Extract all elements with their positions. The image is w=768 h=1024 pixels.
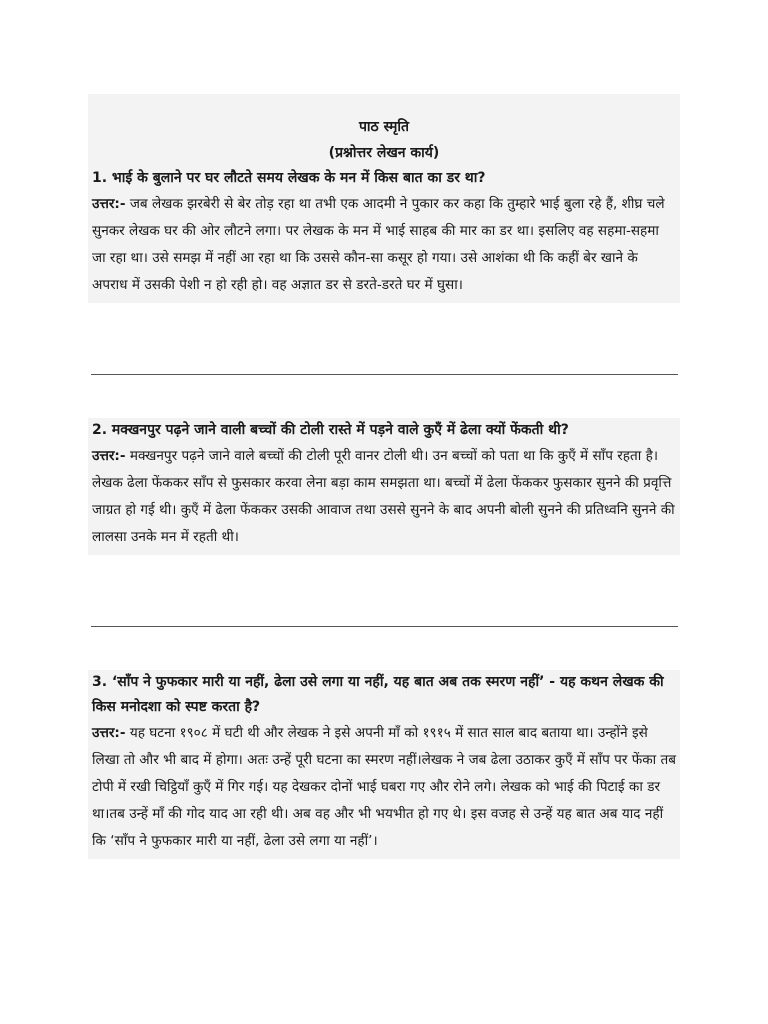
answer-3-text: यह घटना १९०८ में घटी थी और लेखक ने इसे अपनी माँ को १९१५ में सात साल बाद बताया था। उन्होंने इसे लिखा तो और भी बाद में होगा। अतः उन्हें पूरी घटना का स्मरण नहीं।लेखक ने जब ढेला उठाकर कुएँ में साँप पर फेंका तब टोपी में रखी चिट्ठियाँ कुएँ में गिर गई। यह देखकर दोनों भाई घबरा गए और रोने लगे। लेखक को भाई की पिटाई का डर था।तब उन्हें माँ की गोद याद आ रही थी। अब वह और भी भयभीत हो गए थे। इस वजह से उन्हें यह बात अब याद नहीं कि ‘साँप ने फुफकार मारी या नहीं, ढेला उसे लगा या नहीं’। bbox=[92, 725, 677, 849]
answer-2 bbox=[92, 443, 676, 551]
answer-label: उत्तर:- bbox=[92, 196, 126, 212]
question-block-2 bbox=[88, 418, 680, 555]
divider-1 bbox=[91, 374, 678, 375]
divider-2 bbox=[91, 626, 678, 627]
answer-2-text: मक्खनपुर पढ़ने जाने वाले बच्चों की टोली पूरी वानर टोली थी। उन बच्चों को पता था कि कुएँ में साँप रहता है। लेखक ढेला फेंककर साँप से फुसकार करवा लेना बड़ा काम समझता था। बच्चों में ढेला फेंककर फुसकार सुनने की प्रवृत्ति जाग्रत हो गई थी। कुएँ में ढेला फेंककर उसकी आवाज तथा उससे सुनने के बाद अपनी बोली सुनने की प्रतिध्वनि सुनने की लालसा उनके मन में रहती थी। bbox=[92, 448, 675, 545]
answer-label: उत्तर:- bbox=[92, 448, 126, 464]
page-subtitle: (प्रश्नोत्तर लेखन कार्य) bbox=[328, 145, 440, 161]
answer-1 bbox=[92, 191, 676, 299]
answer-1-text: जब लेखक झरबेरी से बेर तोड़ रहा था तभी एक आदमी ने पुकार कर कहा कि तुम्हारे भाई बुला रहे हैं, शीघ्र चले सुनकर लेखक घर की ओर लौटने लगा। पर लेखक के मन में भाई साहब की मार का डर था। इसलिए वह सहमा-सहमा जा रहा था। उसे समझ में नहीं आ रहा था कि उससे कौन-सा कसूर हो गया। उसे आशंका थी कि कहीं बेर खाने के अपराध में उसकी पेशी न हो रही हो। वह अज्ञात डर से डरते-डरते घर में घुसा। bbox=[92, 196, 665, 293]
question-1: 1. भाई के बुलाने पर घर लौटते समय लेखक के मन में किस बात का डर था? bbox=[92, 170, 486, 186]
answer-label: उत्तर:- bbox=[92, 725, 126, 741]
question-3: 3. ‘साँप ने फुफकार मारी या नहीं, ढेला उसे लगा या नहीं, यह बात अब तक स्मरण नहीं’ - यह कथन लेखक की किस मनोदशा को स्पष्ट करता है? bbox=[92, 674, 664, 715]
question-2: 2. मक्खनपुर पढ़ने जाने वाली बच्चों की टोली रास्ते में पड़ने वाले कुएँ में ढेला क्यों फेंकती थी? bbox=[92, 422, 569, 438]
header-block bbox=[88, 94, 680, 166]
page-title: पाठ स्मृति bbox=[358, 119, 409, 135]
answer-3 bbox=[92, 720, 676, 855]
question-block-3 bbox=[88, 670, 680, 859]
question-block-1 bbox=[88, 166, 680, 303]
